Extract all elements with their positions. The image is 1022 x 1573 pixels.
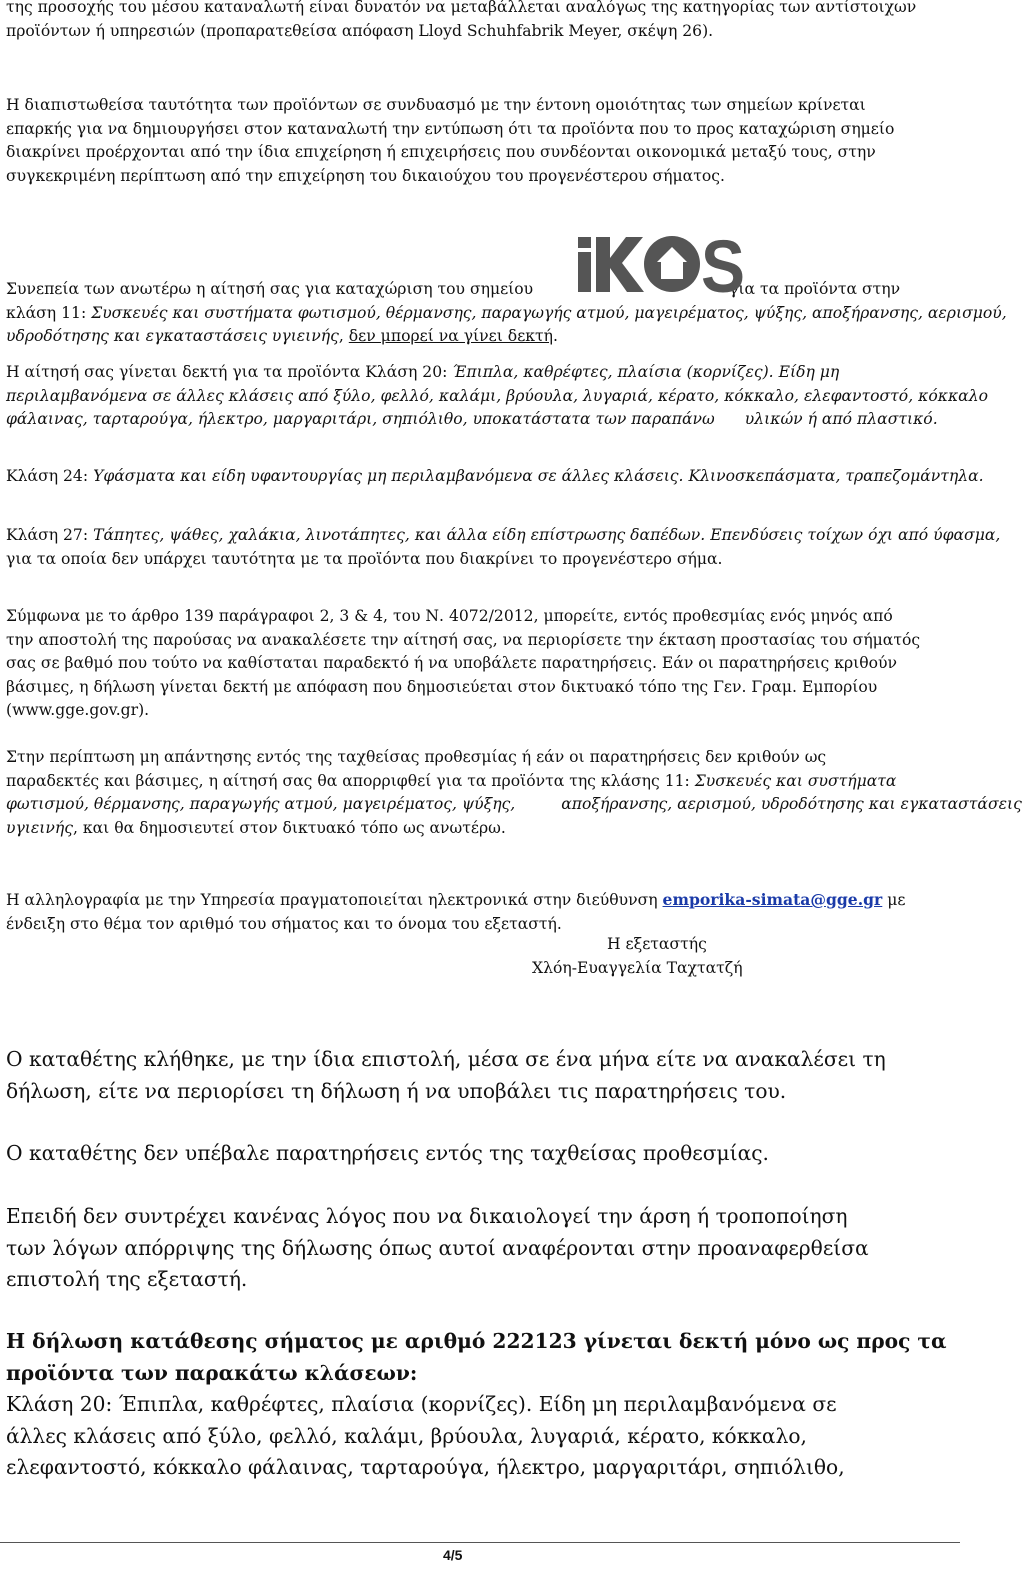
- paragraph-decision: [6, 1326, 952, 1484]
- text-line: παραδεκτές και βάσιμες, η αίτησή σας θα απορριφθεί για τα προϊόντα της κλάσης 11: Συσκευές και συστήματα: [6, 771, 897, 790]
- rejection-lead: Συνεπεία των ανωτέρω η αίτησή σας για καταχώριση του σημείου: [6, 280, 534, 298]
- text-line: (www.gge.gov.gr).: [6, 701, 150, 719]
- paragraph-rejection-class-11: [6, 278, 1007, 349]
- decision-heading-line: προϊόντα των παρακάτω κλάσεων:: [6, 1360, 418, 1385]
- rejection-verdict: δεν μπορεί να γίνει δεκτή: [348, 327, 553, 345]
- text-line: των λόγων απόρριψης της δήλωσης όπως αυτοί αναφέρονται στην προαναφερθείσα: [6, 1235, 869, 1260]
- text-line: βάσιμες, η δήλωση γίνεται δεκτή με απόφαση που δημοσιεύεται στον δικτυακό τόπο της Γεν. Γραμ. Εμπορίου: [6, 677, 878, 696]
- text-line: επιστολή της εξεταστή.: [6, 1267, 248, 1291]
- text-line: [6, 278, 952, 302]
- text-line: Κλάση 20: Έπιπλα, καθρέφτες, πλαίσια (κορνίζες). Είδη μη περιλαμβανόμενα σε: [6, 1392, 837, 1416]
- text-line: Η αλληλογραφία με την Υπηρεσία πραγματοποιείται ηλεκτρονικά στην διεύθυνση emporika-simata@gge.gr με: [6, 890, 906, 909]
- paragraph-consumer-attention: [6, 0, 952, 43]
- paragraph-article-139: [6, 605, 952, 723]
- text-line: Η αίτησή σας γίνεται δεκτή για τα προϊόντα Κλάση 20: Έπιπλα, καθρέφτες, πλαίσια (κορνίζες). Είδη μη: [6, 363, 840, 381]
- text-line: Κλάση 24: Υφάσματα και είδη υφαντουργίας μη περιλαμβανόμενα σε άλλες κλάσεις. Κλινοσκεπάσματα, τραπεζομάντηλα.: [6, 467, 984, 485]
- text-line: προϊόντων ή υπηρεσιών (προπαρατεθείσα απόφαση Lloyd Schuhfabrik Meyer, σκέψη 26).: [6, 21, 714, 40]
- ikos-trademark-logo: [577, 225, 747, 308]
- text-line: φάλαινας, ταρταρούγα, ήλεκτρο, μαργαριτάρι, σηπιόλιθο, υποκατάστατα των παραπάνω υλικών ή από πλαστικό.: [6, 410, 938, 428]
- text-line: Κλάση 27: Τάπητες, ψάθες, χαλάκια, λινοτάπητες, και άλλα είδη επίστρωσης δαπέδων. Επενδύσεις τοίχων όχι από ύφασμα,: [6, 526, 1001, 544]
- paragraph-correspondence: [6, 888, 952, 936]
- text-line: ελεφαντοστό, κόκκαλο φάλαινας, ταρταρούγα, ήλεκτρο, μαργαριτάρι, σηπιόλιθο,: [6, 1455, 845, 1479]
- text-line: Σύμφωνα με το άρθρο 139 παράγραφοι 2, 3 & 4, του Ν. 4072/2012, μπορείτε, εντός προθεσμίας ενός μηνός από: [6, 607, 893, 625]
- text-line: για τα οποία δεν υπάρχει ταυτότητα με τα προϊόντα που διακρίνει το προγενέστερο σήμα.: [6, 549, 723, 568]
- examiner-name: Χλόη-Ευαγγελία Ταχτατζή: [532, 959, 743, 977]
- text-line: υγιεινής, και θα δημοσιευτεί στον δικτυακό τόπο ως ανωτέρω.: [6, 818, 506, 837]
- text-line: διακρίνει προέρχονται από την ίδια επιχείρηση ή επιχειρήσεις που συνδέονται οικονομικά μεταξύ τους, στην: [6, 143, 876, 161]
- paragraph-class-27: [6, 524, 1001, 571]
- text-line: Στην περίπτωση μη απάντησης εντός της ταχθείσας προθεσμίας ή εάν οι παρατηρήσεις δεν κριθούν ως: [6, 748, 827, 766]
- paragraph-reasoning: [6, 1201, 952, 1296]
- email-link[interactable]: emporika-simata@gge.gr: [662, 890, 883, 909]
- decision-heading-line: Η δήλωση κατάθεσης σήματος με αριθμό 222123 γίνεται δεκτή μόνο ως προς τα: [6, 1329, 947, 1353]
- footer-divider: [0, 1542, 960, 1543]
- text-line: την αποστολή της παρούσας να ανακαλέσετε την αίτησή σας, να περιορίσετε την έκταση προστασίας του σήματός: [6, 630, 921, 649]
- text-line: Ο καταθέτης κλήθηκε, με την ίδια επιστολή, μέσα σε ένα μήνα είτε να ανακαλέσει τη: [6, 1047, 886, 1071]
- paragraph-applicant-called: [6, 1044, 952, 1107]
- logo-k: [596, 237, 644, 292]
- text-line: Επειδή δεν συντρέχει κανένας λόγος που να δικαιολογεί την άρση ή τροποποίηση: [6, 1204, 848, 1228]
- text-line: Η διαπιστωθείσα ταυτότητα των προϊόντων σε συνδυασμό με την έντονη ομοιότητας των σημείων κρίνεται: [6, 96, 866, 114]
- text-line: φωτισμού, θέρμανσης, παραγωγής ατμού, μαγειρέματος, ψύξης, αποξήρανσης, αερισμού, υδροδότησης και εγκαταστάσεις: [6, 795, 1022, 813]
- text-line: περιλαμβανόμενα σε άλλες κλάσεις από ξύλο, φελλό, καλάμι, βρύουλα, λυγαριά, κέρατο, κόκκαλο, ελεφαντοστό, κόκκαλο: [6, 386, 988, 405]
- text-line: άλλες κλάσεις από ξύλο, φελλό, καλάμι, βρύουλα, λυγαριά, κέρατο, κόκκαλο,: [6, 1423, 807, 1448]
- rejection-trail: για τα προϊόντα στην: [729, 280, 901, 298]
- text-line: συγκεκριμένη περίπτωση από την επιχείρηση του δικαιούχου του προγενέστερου σήματος.: [6, 166, 725, 185]
- logo-i-stem: [578, 252, 591, 292]
- paragraph-identity-finding: [6, 94, 952, 188]
- text-line: σας σε βαθμό που τούτο να καθίσταται παραδεκτό ή να υποβάλετε παρατηρήσεις. Εάν οι παρατηρήσεις κριθούν: [6, 654, 897, 672]
- text-line: υδροδότησης και εγκαταστάσεις υγιεινής, δεν μπορεί να γίνει δεκτή.: [6, 327, 558, 345]
- paragraph-no-observations: [6, 1138, 952, 1170]
- text-line: κλάση 11: Συσκευές και συστήματα φωτισμού, θέρμανσης, παραγωγής ατμού, μαγειρέματος, ψύξης, αποξήρανσης, αερισμού,: [6, 303, 1007, 322]
- text-line: ένδειξη στο θέμα τον αριθμό του σήματος και το όνομα του εξεταστή.: [6, 914, 562, 933]
- logo-i-dot: [578, 237, 591, 248]
- paragraph-class-24: [6, 465, 984, 489]
- paragraph-no-response: [6, 746, 1022, 840]
- text-line: δήλωση, είτε να περιορίσει τη δήλωση ή να υποβάλει τις παρατηρήσεις του.: [6, 1078, 787, 1103]
- page-number: 4/5: [443, 1547, 463, 1563]
- text-line: της προσοχής του μέσου καταναλωτή είναι δυνατόν να μεταβάλλεται αναλόγως της κατηγορίας των αντίστοιχων: [6, 0, 917, 16]
- examiner-role: Η εξεταστής: [607, 935, 707, 953]
- logo-s: S: [701, 225, 745, 308]
- text-line: Ο καταθέτης δεν υπέβαλε παρατηρήσεις εντός της ταχθείσας προθεσμίας.: [6, 1141, 769, 1165]
- text-line: επαρκής για να δημιουργήσει στον καταναλωτή την εντύπωση ότι τα προϊόντα που το προς καταχώριση σημείο: [6, 119, 895, 138]
- paragraph-acceptance-class-20: [6, 361, 988, 432]
